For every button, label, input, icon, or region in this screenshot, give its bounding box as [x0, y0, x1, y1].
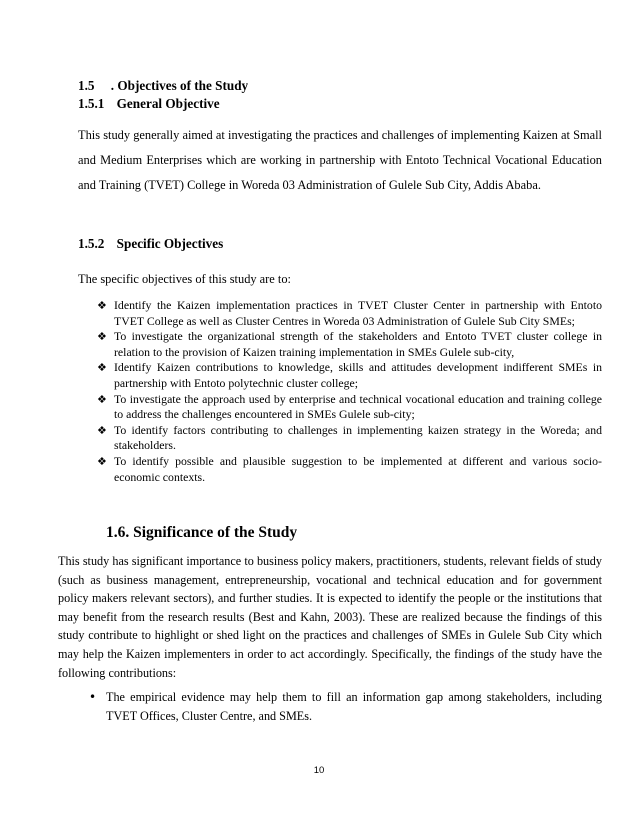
list-item-text: To investigate the approach used by enterprise and technical vocational education and training college to address the challenges encountered in SMEs Gulele sub-city;	[114, 391, 602, 422]
list-item-text: Identify Kaizen contributions to knowledge, skills and attitudes development indifferent SMEs in partnership with Entoto polytechnic cluster college;	[114, 360, 602, 390]
heading-1-6: 1.6. Significance of the Study	[106, 524, 298, 541]
contributions-list	[89, 688, 602, 726]
list-item	[97, 329, 602, 360]
heading-1-5-1-title: General Objective	[116, 96, 220, 111]
general-objective-paragraph: This study generally aimed at investigating the practices and challenges of implementing Kaizen at Small and Medium Enterprises which are working in partnership with Entoto Technical Vocational Education and Training (TVET) College in Woreda 03 Administration of Gulele Sub City, Addis Ababa.	[78, 128, 602, 192]
heading-1-5	[78, 78, 248, 94]
list-item	[97, 298, 602, 329]
specific-objectives-intro: The specific objectives of this study are to:	[78, 272, 291, 286]
diamond-bullet-icon: ❖	[97, 361, 107, 375]
heading-1-5-title: . Objectives of the Study	[110, 78, 249, 93]
list-item-text: To identify possible and plausible suggestion to be implemented at different and various socio-economic contexts.	[114, 453, 602, 484]
list-item-text: To investigate the organizational strength of the stakeholders and Entoto TVET cluster college in relation to the provision of Kaizen training implementation in SMEs Gulele sub-city,	[114, 329, 602, 359]
list-item-text: To identify factors contributing to challenges in implementing kaizen strategy in the Woreda; and stakeholders.	[114, 422, 602, 453]
heading-1-5-1	[78, 96, 220, 112]
diamond-bullet-icon: ❖	[97, 392, 107, 406]
significance-paragraph: This study has significant importance to business policy makers, practitioners, students, relevant fields of study (such as business management, entrepreneurship, vocational and technical education and for government policy makers relevant sectors), and further studies. It is expected to identify the people or the institutions that may benefit from the research results (Best and Kahn, 2003). These are realized because the findings of this study contribute to highlight or shed light on the practices and challenges of SMEs in Gulele Sub City which may help the Kaizen implementers in order to act accordingly. Specifically, the findings of the study have the following contributions:	[58, 554, 602, 680]
list-item	[97, 360, 602, 391]
diamond-bullet-icon: ❖	[97, 299, 107, 312]
bullet-dot-icon: •	[89, 690, 97, 704]
page-number: 10	[313, 765, 325, 776]
heading-1-5-2	[78, 236, 223, 252]
list-item-text: Identify the Kaizen implementation practices in TVET Cluster Center in partnership with Entoto TVET College as well as Cluster Centres in Woreda 03 Administration of Gulele Sub City SMEs;	[114, 298, 602, 328]
diamond-bullet-icon: ❖	[97, 454, 107, 468]
list-item	[97, 391, 602, 423]
diamond-bullet-icon: ❖	[97, 330, 107, 344]
list-item	[97, 453, 602, 485]
list-item-text: The empirical evidence may help them to fill an information gap among stakeholders, including TVET Offices, Cluster Centre, and SMEs.	[106, 690, 602, 723]
heading-1-5-number: 1.5	[78, 78, 95, 93]
heading-1-5-1-number: 1.5.1	[78, 96, 105, 111]
diamond-bullet-icon: ❖	[97, 423, 107, 437]
list-item	[97, 422, 602, 454]
specific-objectives-list	[97, 298, 602, 485]
heading-1-5-2-number: 1.5.2	[78, 236, 105, 251]
heading-1-5-2-title: Specific Objectives	[116, 236, 224, 251]
list-item	[89, 688, 602, 726]
